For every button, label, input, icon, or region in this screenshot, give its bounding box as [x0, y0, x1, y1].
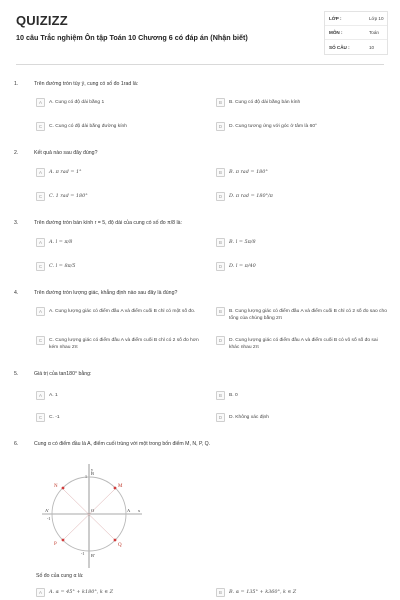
option-d[interactable] [216, 262, 256, 271]
option-letter: D [216, 122, 225, 131]
option-letter: B [216, 238, 225, 247]
point-m [114, 487, 117, 490]
question-subtext: Số đo của cung α là: [36, 573, 84, 579]
question-text: Kết quả nào sau đây đúng? [34, 150, 98, 156]
label-q: Q [118, 543, 122, 548]
option-text: A. 1 [49, 393, 58, 398]
option-c[interactable] [36, 336, 208, 351]
option-text: A. π rad = 1° [49, 169, 82, 175]
question-number: 1. [14, 81, 19, 87]
option-letter: B [216, 98, 225, 107]
option-c[interactable] [36, 192, 88, 201]
option-a[interactable] [36, 391, 58, 400]
label-minus-one-x: -1 [47, 516, 51, 521]
question-text: Cung α có điểm đầu là A, điểm cuối trùng với một trong bốn điểm M, N, P, Q. [34, 441, 211, 447]
option-text: D. Cung tương ứng với góc ở tâm là 60° [229, 124, 317, 129]
label-b: B [91, 471, 95, 476]
option-text: A. Cung có độ dài bằng 1 [49, 100, 105, 105]
point-q [114, 539, 117, 542]
option-text: C. Cung lượng giác có điểm đầu A và điểm cuối B chỉ có 2 số đo hơn kém nhau 2π [49, 338, 199, 350]
option-text: C. -1 [49, 415, 60, 420]
option-text: D. π rad = 180°/π [229, 193, 273, 199]
option-text: C. 1 rad = 180° [49, 193, 88, 199]
meta-value: 10 [369, 44, 375, 50]
option-b[interactable] [216, 238, 256, 247]
option-letter: C [36, 336, 45, 345]
option-text: B. Cung có độ dài bằng bán kính [229, 100, 301, 105]
option-letter: A [36, 588, 45, 597]
option-letter: B [216, 588, 225, 597]
label-o: O [91, 508, 95, 513]
label-x: x [138, 508, 141, 513]
option-text: B. Cung lượng giác có điểm đầu A và điểm cuối B chỉ có 2 số đo sao cho tổng của chúng bằng 2π [229, 309, 387, 321]
option-letter: D [216, 262, 225, 271]
option-text: C. Cung có độ dài bằng đường kính [49, 124, 127, 129]
question-text: Giá trị của tan180° bằng: [34, 371, 92, 377]
option-letter: D [216, 336, 225, 345]
option-text: D. l = π/40 [229, 263, 256, 269]
option-text: D. Không xác định [229, 415, 269, 420]
option-text: A. l = π/8 [49, 239, 73, 245]
option-letter: B [216, 307, 225, 316]
option-b[interactable] [216, 168, 268, 177]
option-d[interactable] [216, 336, 388, 351]
option-c[interactable] [36, 122, 127, 131]
point-p [62, 539, 65, 542]
option-text: B. α = 135° + k360°, k ∈ Z [229, 589, 297, 595]
option-text: B. π rad = 180° [229, 169, 268, 175]
option-d[interactable] [216, 122, 317, 131]
label-b-prime: B' [91, 553, 95, 558]
option-text: A. α = 45° + k180°, k ∈ Z [49, 589, 113, 595]
option-a[interactable] [36, 307, 208, 316]
option-letter: A [36, 391, 45, 400]
question-number: 4. [14, 290, 19, 296]
option-text: B. l = 5π/8 [229, 239, 256, 245]
label-minus-one-y: -1 [81, 551, 85, 556]
meta-row-subject [325, 26, 387, 40]
quizizz-logo: QUIZIZZ [16, 13, 68, 28]
point-n [62, 487, 65, 490]
label-a: A [127, 508, 131, 513]
option-a[interactable] [36, 98, 104, 107]
question-number: 5. [14, 371, 19, 377]
option-a[interactable] [36, 588, 113, 597]
question-number: 6. [14, 441, 19, 447]
question-text: Trên đường tròn tùy ý, cung có số đo 1rad là: [34, 81, 139, 87]
option-letter: C [36, 192, 45, 201]
option-letter: C [36, 122, 45, 131]
option-letter: D [216, 192, 225, 201]
label-a-prime: A' [45, 508, 50, 513]
option-b[interactable] [216, 391, 238, 400]
option-text: C. l = 8π/5 [49, 263, 76, 269]
option-a[interactable] [36, 168, 82, 177]
question-text: Trên đường tròn lượng giác, khẳng định nào sau đây là đúng? [34, 290, 178, 296]
meta-key: MÔN : [329, 30, 343, 35]
option-c[interactable] [36, 262, 76, 271]
label-m: M [118, 484, 123, 489]
option-letter: D [216, 413, 225, 422]
meta-key: SỐ CÂU : [329, 44, 350, 50]
label-p: P [54, 542, 57, 547]
option-b[interactable] [216, 307, 388, 322]
label-y: y [91, 467, 94, 472]
document-title: 10 câu Trắc nghiệm Ôn tập Toán 10 Chương 6 có đáp án (Nhận biết) [16, 33, 248, 42]
option-letter: A [36, 168, 45, 177]
option-letter: A [36, 307, 45, 316]
option-d[interactable] [216, 413, 269, 422]
unit-circle-figure [36, 462, 146, 572]
option-letter: B [216, 391, 225, 400]
option-letter: A [36, 98, 45, 107]
label-n: N [54, 484, 58, 489]
meta-row-class [325, 12, 387, 26]
header-divider [16, 64, 384, 65]
option-text: B. 0 [229, 393, 238, 398]
option-letter: C [36, 262, 45, 271]
option-letter: B [216, 168, 225, 177]
question-number: 3. [14, 220, 19, 226]
meta-value: Lớp 10 [369, 16, 384, 21]
option-d[interactable] [216, 192, 273, 201]
question-text: Trên đường tròn bán kính r = 5, độ dài của cung có số đo π/8 là: [34, 220, 182, 226]
option-c[interactable] [36, 413, 60, 422]
meta-row-count [325, 40, 387, 54]
meta-value: Toán [369, 30, 379, 35]
option-b[interactable] [216, 98, 300, 107]
option-text: A. Cung lượng giác có điểm đầu A và điểm cuối B chỉ có một số đo. [49, 309, 196, 314]
option-b[interactable] [216, 588, 296, 597]
option-letter: A [36, 238, 45, 247]
option-a[interactable] [36, 238, 72, 247]
option-text: D. Cung lượng giác có điểm đầu A và điểm cuối B có vô số số đo sai khác nhau 2π [229, 338, 378, 350]
question-number: 2. [14, 150, 19, 156]
option-letter: C [36, 413, 45, 422]
meta-table [324, 11, 388, 55]
label-one: 1 [85, 474, 87, 479]
meta-key: LỚP : [329, 16, 342, 21]
